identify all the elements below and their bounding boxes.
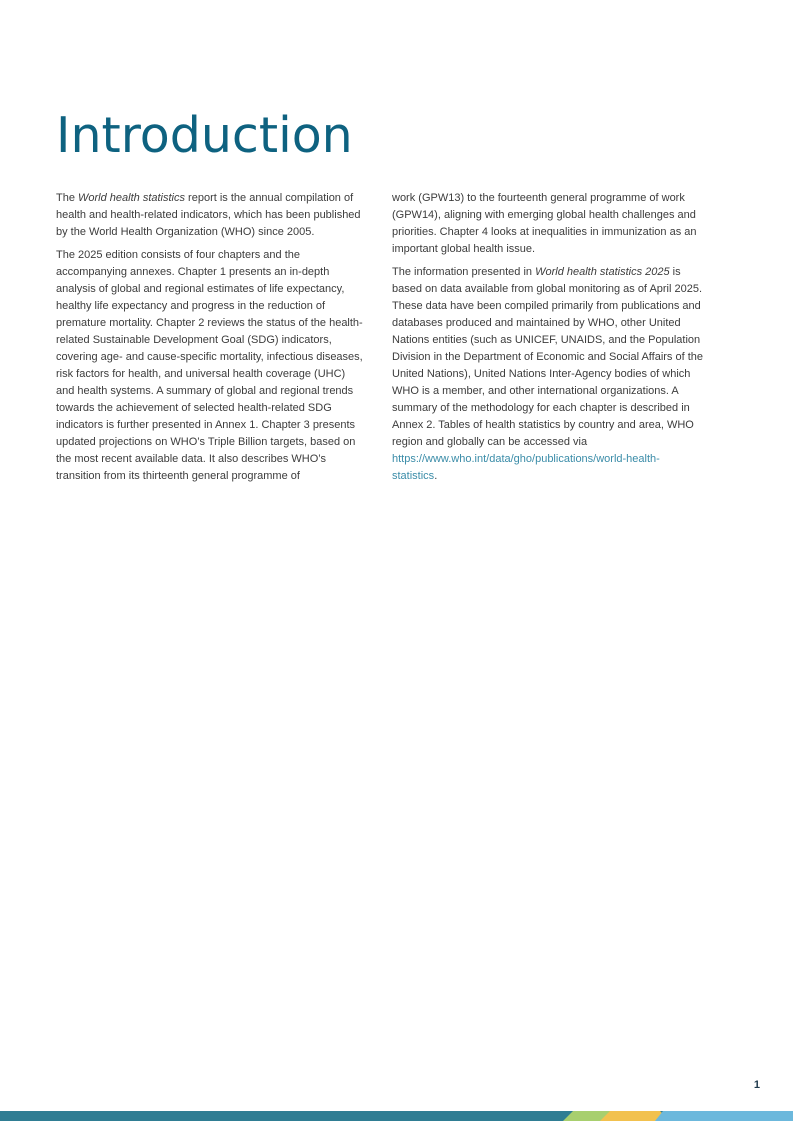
page-title: Introduction (56, 107, 353, 164)
footer-blue-segment (655, 1111, 793, 1121)
left-text-column (56, 190, 364, 491)
report-title-italic: World health statistics (78, 192, 185, 204)
intro-paragraph-1 (56, 190, 364, 241)
text-span: report is the annual compilation of health and health-related indicators, which has been published by the World Health Organization (WHO) since 2005. (56, 192, 361, 238)
text-span: . (434, 470, 438, 482)
intro-paragraph-4 (392, 264, 704, 485)
footer-color-bar (0, 1111, 793, 1121)
intro-paragraph-3: work (GPW13) to the fourteenth general programme of work (GPW14), aligning with emerging global health challenges and priorities. Chapter 4 looks at inequalities in immunization as an important global health issue. (392, 192, 697, 255)
text-span: The (56, 192, 79, 204)
right-text-column (392, 190, 704, 491)
page-number: 1 (753, 1079, 760, 1091)
text-span: is based on data available from global monitoring as of April 2025. These data have been compiled primarily from publications and databases produced and maintained by WHO, other United Nations entities (such as UNICEF, UNAIDS, and the Population Division in the Department of Economic and Social Affairs of the United Nations), United Nations Inter-Agency bodies of which WHO is a member, and other international organizations. A summary of the methodology for each chapter is described in Annex 2. Tables of health statistics by country and area, WHO region and globally can be accessed via (392, 266, 704, 448)
who-statistics-link[interactable]: https://www.who.int/data/gho/publications/world-health-statistics (392, 453, 660, 482)
text-span: The information presented in (392, 266, 536, 278)
intro-paragraph-2: The 2025 edition consists of four chapters and the accompanying annexes. Chapter 1 presents an in-depth analysis of global and regional estimates of life expectancy, healthy life expectancy and progress in the reduction of premature mortality. Chapter 2 reviews the status of the health-related Sustainable Development Goal (SDG) indicators, covering age- and cause-specific mortality, infectious diseases, risk factors for health, and universal health coverage (UHC) and health systems. A summary of global and regional trends towards the achievement of selected health-related SDG indicators is further presented in Annex 1. Chapter 3 presents updated projections on WHO’s Triple Billion targets, based on the most recent available data. It also describes WHO’s transition from its thirteenth general programme of (56, 249, 363, 482)
report-title-italic: World health statistics 2025 (535, 266, 670, 278)
